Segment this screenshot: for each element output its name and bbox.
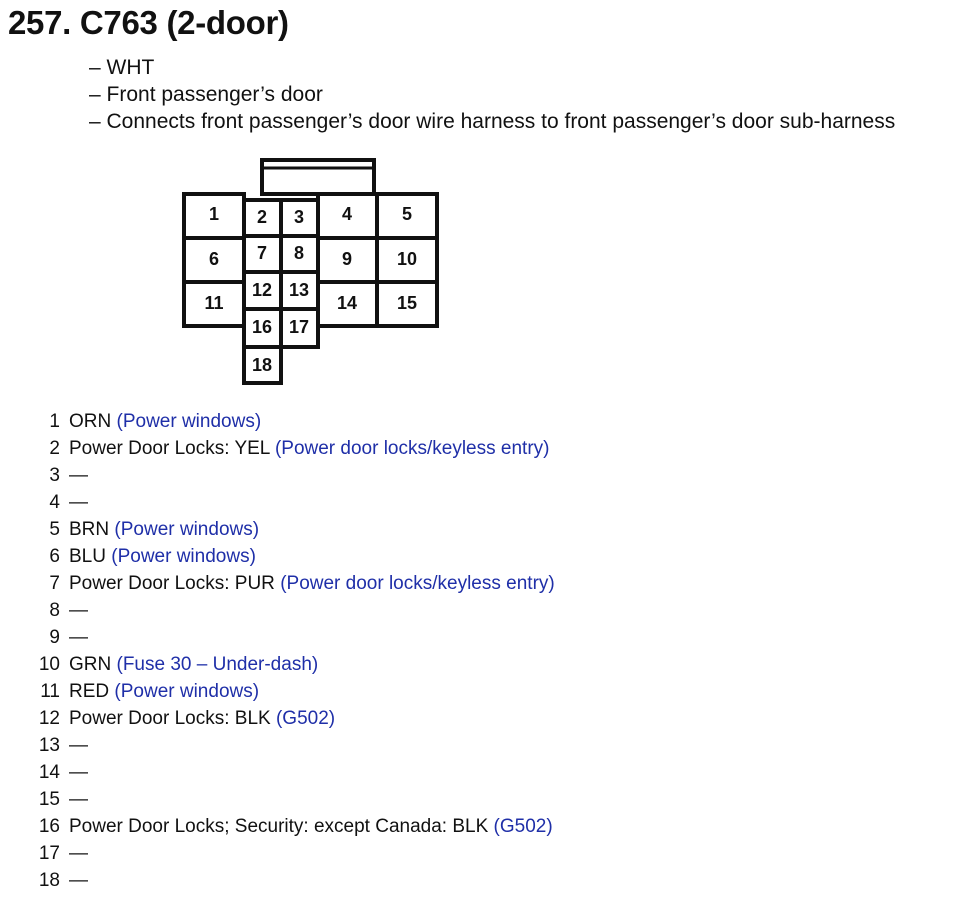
pin-number: 9 bbox=[49, 627, 60, 648]
pin-number: 4 bbox=[49, 492, 60, 513]
pin-description bbox=[69, 489, 88, 516]
pin-number: 18 bbox=[38, 870, 60, 891]
page-title: 257. C763 (2-door) bbox=[8, 4, 289, 41]
pin-description bbox=[69, 732, 88, 759]
pin-description bbox=[69, 543, 256, 570]
cavity-label-15: 15 bbox=[396, 293, 418, 313]
pin-description bbox=[69, 678, 259, 705]
pin-number: 16 bbox=[38, 816, 60, 837]
pin-number: 5 bbox=[49, 519, 60, 540]
pin-description bbox=[69, 570, 555, 597]
pin-wire-info: BLU bbox=[69, 546, 112, 567]
pin-description bbox=[69, 759, 88, 786]
pin-reference-link[interactable]: (Power windows) bbox=[114, 519, 260, 540]
cavity-label-5: 5 bbox=[401, 204, 413, 224]
pin-number: 2 bbox=[49, 438, 60, 459]
pin-wire-info: — bbox=[69, 735, 88, 756]
cavity-label-12: 12 bbox=[251, 280, 273, 300]
connector-face-diagram bbox=[0, 0, 974, 400]
pin-wire-info: — bbox=[69, 870, 88, 891]
pin-wire-info: GRN bbox=[69, 654, 117, 675]
cavity-label-7: 7 bbox=[256, 243, 268, 263]
pin-description bbox=[69, 705, 335, 732]
pin-description bbox=[69, 813, 553, 840]
cavity-label-17: 17 bbox=[288, 317, 310, 337]
cavity-label-10: 10 bbox=[396, 249, 418, 269]
pin-wire-info: — bbox=[69, 492, 88, 513]
cavity-label-18: 18 bbox=[251, 355, 273, 375]
pin-number: 12 bbox=[38, 708, 60, 729]
pin-description bbox=[69, 786, 88, 813]
cavity-label-11: 11 bbox=[204, 293, 224, 313]
pin-description bbox=[69, 462, 88, 489]
pin-wire-info: Power Door Locks: PUR bbox=[69, 573, 281, 594]
pin-number: 7 bbox=[49, 573, 60, 594]
pin-reference-link[interactable]: (Power windows) bbox=[114, 681, 260, 702]
pin-wire-info: BRN bbox=[69, 519, 115, 540]
cavity-label-9: 9 bbox=[341, 249, 353, 269]
cavity-label-16: 16 bbox=[251, 317, 273, 337]
pin-wire-info: Power Door Locks: YEL bbox=[69, 438, 275, 459]
pin-wire-info: — bbox=[69, 600, 88, 621]
pin-wire-info: Power Door Locks: BLK bbox=[69, 708, 276, 729]
pin-description bbox=[69, 408, 261, 435]
pin-reference-link[interactable]: (Power door locks/keyless entry) bbox=[280, 573, 555, 594]
pin-wire-info: RED bbox=[69, 681, 115, 702]
cavity-label-14: 14 bbox=[336, 293, 358, 313]
pin-number: 8 bbox=[49, 600, 60, 621]
cavity-label-4: 4 bbox=[341, 204, 353, 224]
connector-color: – WHT bbox=[89, 56, 155, 79]
pin-reference-link[interactable]: (G502) bbox=[275, 708, 336, 729]
pin-number: 3 bbox=[49, 465, 60, 486]
cavity-label-2: 2 bbox=[256, 207, 268, 227]
cavity-label-13: 13 bbox=[288, 280, 310, 300]
pin-wire-info: — bbox=[69, 762, 88, 783]
pin-wire-info: — bbox=[69, 789, 88, 810]
connector-location: – Front passenger’s door bbox=[89, 83, 323, 106]
pin-number: 1 bbox=[49, 411, 60, 432]
pin-number: 14 bbox=[38, 762, 60, 783]
pin-reference-link[interactable]: (G502) bbox=[493, 816, 553, 837]
pin-description bbox=[69, 840, 88, 867]
pin-description bbox=[69, 651, 318, 678]
pin-description bbox=[69, 435, 549, 462]
pin-reference-link[interactable]: (Fuse 30 – Under-dash) bbox=[116, 654, 319, 675]
pin-reference-link[interactable]: (Power door locks/keyless entry) bbox=[274, 438, 550, 459]
cavity-label-1: 1 bbox=[208, 204, 220, 224]
cavity-label-8: 8 bbox=[293, 243, 305, 263]
pin-wire-info: ORN bbox=[69, 411, 117, 432]
pin-reference-link[interactable]: (Power windows) bbox=[111, 546, 256, 567]
connector-function: – Connects front passenger’s door wire harness to front passenger’s door sub-harness bbox=[89, 110, 896, 133]
pin-number: 13 bbox=[38, 735, 60, 756]
pin-description bbox=[69, 516, 259, 543]
pin-description bbox=[69, 624, 88, 651]
pin-number: 6 bbox=[49, 546, 60, 567]
pin-description bbox=[69, 597, 88, 624]
pin-description bbox=[69, 867, 88, 894]
pin-number: 17 bbox=[38, 843, 60, 864]
pin-wire-info: — bbox=[69, 465, 88, 486]
pin-reference-link[interactable]: (Power windows) bbox=[116, 411, 262, 432]
cavity-label-3: 3 bbox=[293, 207, 305, 227]
pin-wire-info: — bbox=[69, 843, 88, 864]
pin-number: 10 bbox=[38, 654, 60, 675]
pin-wire-info: Power Door Locks; Security: except Canada: BLK bbox=[69, 816, 494, 837]
pin-wire-info: — bbox=[69, 627, 88, 648]
pin-number: 11 bbox=[40, 681, 60, 702]
pin-number: 15 bbox=[38, 789, 60, 810]
cavity-label-6: 6 bbox=[208, 249, 220, 269]
locking-tab bbox=[262, 160, 374, 194]
